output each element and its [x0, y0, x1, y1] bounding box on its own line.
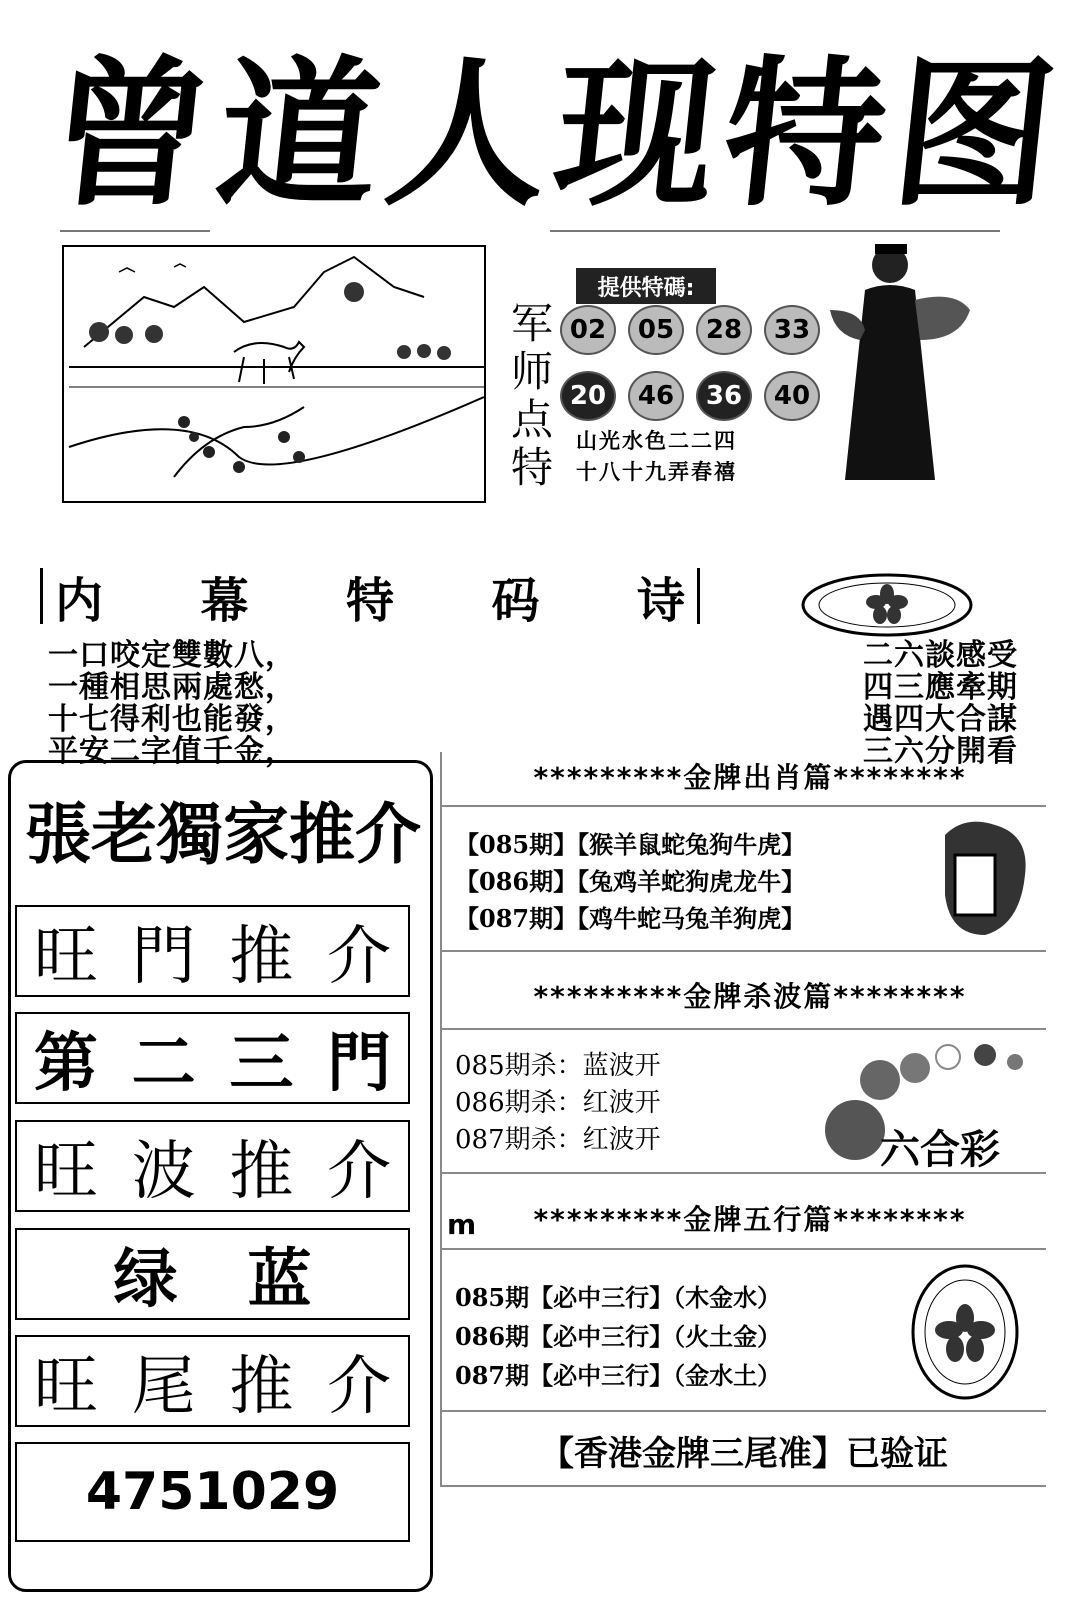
- title-char: 特: [715, 41, 892, 228]
- hint-line: 十八十九弄春禧: [576, 460, 737, 484]
- section-banner: *********金牌五行篇********: [533, 1203, 967, 1236]
- box-char: 蓝: [247, 1243, 312, 1317]
- box-char: 绿: [113, 1243, 178, 1317]
- zhang-header-char: 家: [223, 795, 289, 873]
- zhang-header-char: 獨: [157, 795, 223, 873]
- recommend-box: [15, 1120, 410, 1212]
- poem-line-left: 平安二字值千金，: [48, 734, 296, 769]
- number-ball: 05: [628, 305, 684, 355]
- box-char: 旺: [33, 1350, 98, 1424]
- divider: [440, 805, 1046, 807]
- section-line: 087期【必中三行】（金水土）: [455, 1361, 782, 1390]
- poem-title-char: 幕: [200, 572, 249, 629]
- card-illustration: [935, 815, 1030, 940]
- box-char: 推: [229, 1350, 294, 1424]
- divider: [440, 1410, 1046, 1412]
- divider: [440, 1172, 1046, 1174]
- poem-line-left: 十七得利也能發，: [48, 702, 296, 737]
- box-char: 推: [229, 920, 294, 994]
- divider: [440, 1028, 1046, 1030]
- zhang-header-char: 老: [91, 795, 157, 873]
- vertical-char: 师: [510, 347, 553, 396]
- page-title: [40, 40, 1060, 230]
- section-line: 【085期】【猴羊鼠蛇兔狗牛虎】: [455, 830, 806, 859]
- poem-line-right: 四三應牽期: [863, 670, 1018, 705]
- recommend-box: [15, 1335, 410, 1427]
- divider: [440, 1485, 1046, 1487]
- title-char: 人: [377, 41, 554, 228]
- title-char: 现: [546, 41, 723, 228]
- poem-title-char: 诗: [636, 572, 685, 629]
- number-ball: 02: [560, 305, 616, 355]
- divider: [60, 230, 210, 232]
- box-char: 三: [229, 1027, 294, 1101]
- number-balls: [560, 305, 830, 421]
- number-ball: 40: [764, 371, 820, 421]
- figure-illustration: [820, 240, 980, 490]
- section-line: 086期杀：红波开: [455, 1088, 661, 1118]
- poem-title: [40, 568, 700, 629]
- hint-line: 山光水色二二四: [576, 429, 737, 453]
- vertical-char: 点: [510, 395, 553, 444]
- liuhecai-logo: 六合彩: [880, 1126, 1000, 1173]
- box-char: 旺: [33, 1135, 98, 1209]
- footer-banner: 【香港金牌三尾准】已验证: [540, 1433, 948, 1474]
- recommend-box: [15, 1228, 410, 1320]
- box-char: 介: [327, 1350, 392, 1424]
- box-char: 介: [327, 1135, 392, 1209]
- section-banner: *********金牌出肖篇********: [533, 761, 967, 794]
- number-ball: 36: [696, 371, 752, 421]
- number-ball: 20: [560, 371, 616, 421]
- poem-title-char: 码: [491, 572, 540, 629]
- box-char: 介: [327, 920, 392, 994]
- zhang-header-char: 張: [25, 795, 91, 873]
- poem-line-right: 遇四大合謀: [863, 702, 1018, 737]
- box-char: 第: [33, 1027, 98, 1101]
- section-line: 【086期】【兔鸡羊蛇狗虎龙牛】: [455, 867, 806, 896]
- title-char: 道: [209, 41, 385, 228]
- box-char: 門: [131, 920, 196, 994]
- title-char: 图: [884, 41, 1060, 228]
- section-line: 085期【必中三行】（木金水）: [455, 1283, 782, 1312]
- box-char: 二: [131, 1027, 196, 1101]
- supply-label: 提供特碼:: [576, 268, 716, 304]
- landscape-illustration: [62, 245, 486, 503]
- section-banner: *********金牌杀波篇********: [533, 980, 967, 1013]
- zhang-header-char: 介: [355, 795, 421, 873]
- poem-title-char: 内: [55, 572, 104, 629]
- zhang-header-char: 推: [289, 795, 355, 873]
- divider: [440, 950, 1046, 952]
- zhang-header: [25, 778, 420, 878]
- section-line: 086期【必中三行】（火土金）: [455, 1322, 782, 1351]
- m-label: m: [447, 1208, 477, 1241]
- poem-line-right: 二六談感受: [863, 638, 1018, 673]
- vertical-char: 军: [510, 299, 553, 348]
- section-line: 085期杀：蓝波开: [455, 1051, 661, 1081]
- divider: [550, 230, 1000, 232]
- vertical-char: 特: [510, 443, 553, 492]
- box-char: 旺: [33, 920, 98, 994]
- section-line: 087期杀：红波开: [455, 1125, 661, 1155]
- poem-line-right: 三六分開看: [863, 734, 1018, 769]
- title-char: 曾: [40, 41, 216, 228]
- section-line: 【087期】【鸡牛蛇马兔羊狗虎】: [455, 904, 806, 933]
- hk-emblem-icon: [800, 572, 975, 638]
- box-char: 尾: [131, 1350, 196, 1424]
- box-char: 門: [327, 1027, 392, 1101]
- recommend-box: [15, 1442, 410, 1542]
- vertical-label: [506, 300, 558, 492]
- poem-title-char: 特: [345, 572, 394, 629]
- poem-line-left: 一種相思兩處愁，: [48, 670, 296, 705]
- hk-emblem-icon: [910, 1262, 1020, 1402]
- poem-line-left: 一口咬定雙數八，: [48, 638, 296, 673]
- box-char: 推: [229, 1135, 294, 1209]
- recommend-box: [15, 905, 410, 997]
- number-ball: 33: [764, 305, 820, 355]
- recommend-box: [15, 1012, 410, 1104]
- box-char: 波: [131, 1135, 196, 1209]
- box-number: 4751029: [85, 1462, 340, 1522]
- divider: [440, 1248, 1046, 1250]
- number-ball: 46: [628, 371, 684, 421]
- number-ball: 28: [696, 305, 752, 355]
